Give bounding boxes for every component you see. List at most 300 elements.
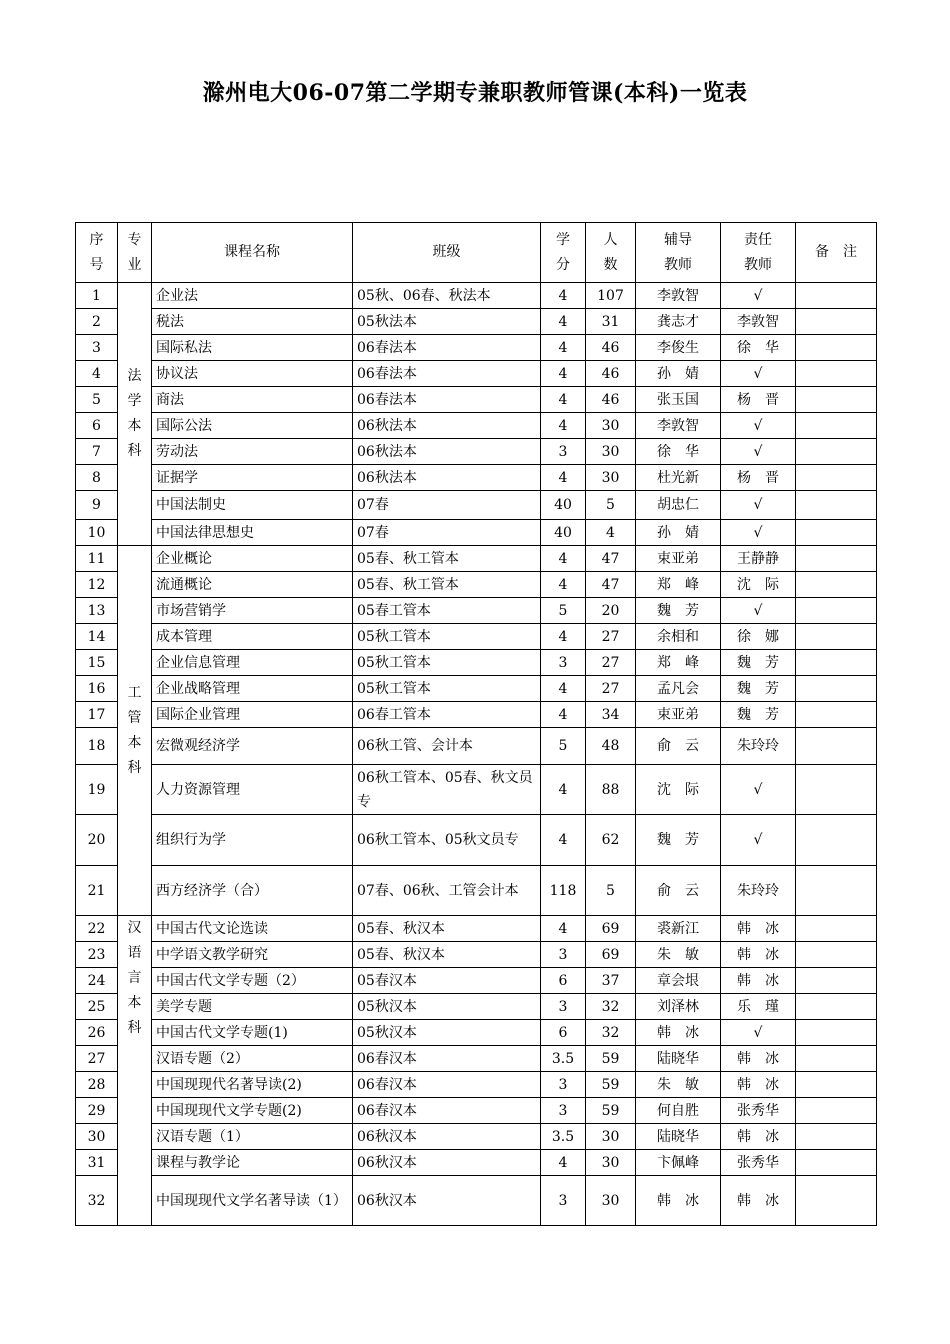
cell-responsible: √ — [721, 815, 796, 866]
cell-remark — [796, 676, 877, 702]
cell-count: 46 — [586, 335, 636, 361]
cell-count: 69 — [586, 942, 636, 968]
cell-course: 课程与教学论 — [152, 1150, 353, 1176]
cell-seq: 11 — [76, 546, 118, 572]
cell-class: 06春汉本 — [353, 1072, 541, 1098]
table-row — [76, 968, 877, 994]
cell-count: 59 — [586, 1046, 636, 1072]
cell-class: 05春、秋汉本 — [353, 942, 541, 968]
cell-credits: 3 — [541, 994, 586, 1020]
cell-count: 46 — [586, 361, 636, 387]
cell-responsible: 杨 晋 — [721, 387, 796, 413]
cell-count: 30 — [586, 1176, 636, 1226]
cell-tutor: 陆晓华 — [636, 1124, 721, 1150]
table-row — [76, 624, 877, 650]
cell-count: 30 — [586, 1150, 636, 1176]
cell-course: 中国古代文论选读 — [152, 916, 353, 942]
cell-course: 中国现现代文学名著导读（1） — [152, 1176, 353, 1226]
cell-responsible: √ — [721, 765, 796, 815]
cell-course: 组织行为学 — [152, 815, 353, 866]
cell-tutor: 魏 芳 — [636, 815, 721, 866]
table-row — [76, 572, 877, 598]
table-row — [76, 335, 877, 361]
cell-tutor: 龚志才 — [636, 309, 721, 335]
cell-credits: 4 — [541, 815, 586, 866]
cell-course: 中国法制史 — [152, 491, 353, 520]
table-row — [76, 702, 877, 728]
cell-class: 05春、秋汉本 — [353, 916, 541, 942]
cell-remark — [796, 650, 877, 676]
cell-responsible: 乐 瑾 — [721, 994, 796, 1020]
table-row — [76, 994, 877, 1020]
cell-tutor: 余相和 — [636, 624, 721, 650]
cell-tutor: 卞佩峰 — [636, 1150, 721, 1176]
cell-tutor: 束亚弟 — [636, 546, 721, 572]
table-row — [76, 942, 877, 968]
cell-course: 国际企业管理 — [152, 702, 353, 728]
cell-seq: 29 — [76, 1098, 118, 1124]
cell-count: 30 — [586, 1124, 636, 1150]
cell-remark — [796, 1020, 877, 1046]
table-row — [76, 283, 877, 309]
cell-responsible: √ — [721, 361, 796, 387]
cell-course: 人力资源管理 — [152, 765, 353, 815]
cell-seq: 10 — [76, 520, 118, 546]
cell-seq: 6 — [76, 413, 118, 439]
cell-tutor: 何自胜 — [636, 1098, 721, 1124]
table-row — [76, 309, 877, 335]
table-row — [76, 1072, 877, 1098]
cell-course: 国际公法 — [152, 413, 353, 439]
cell-remark — [796, 968, 877, 994]
cell-seq: 15 — [76, 650, 118, 676]
cell-count: 20 — [586, 598, 636, 624]
table-row — [76, 413, 877, 439]
major-label: 汉语言本科 — [127, 920, 142, 1036]
cell-responsible: 李敦智 — [721, 309, 796, 335]
cell-remark — [796, 866, 877, 916]
header-remark: 备 注 — [796, 223, 877, 283]
cell-count: 5 — [586, 866, 636, 916]
cell-course: 中学语文教学研究 — [152, 942, 353, 968]
table-body — [76, 283, 877, 1226]
cell-count: 59 — [586, 1098, 636, 1124]
cell-course: 西方经济学（合） — [152, 866, 353, 916]
cell-class: 06秋汉本 — [353, 1176, 541, 1226]
cell-remark — [796, 520, 877, 546]
cell-credits: 4 — [541, 765, 586, 815]
cell-course: 企业信息管理 — [152, 650, 353, 676]
cell-count: 34 — [586, 702, 636, 728]
cell-class: 07春、06秋、工管会计本 — [353, 866, 541, 916]
cell-class: 06秋汉本 — [353, 1124, 541, 1150]
cell-credits: 4 — [541, 676, 586, 702]
course-schedule-table — [75, 222, 877, 1226]
cell-credits: 4 — [541, 624, 586, 650]
cell-seq: 4 — [76, 361, 118, 387]
table-row — [76, 520, 877, 546]
cell-count: 27 — [586, 650, 636, 676]
header-major: 专业 — [118, 223, 152, 283]
cell-seq: 32 — [76, 1176, 118, 1226]
cell-tutor: 刘泽林 — [636, 994, 721, 1020]
cell-tutor: 张玉国 — [636, 387, 721, 413]
cell-count: 30 — [586, 439, 636, 465]
cell-remark — [796, 994, 877, 1020]
header-seq: 序号 — [76, 223, 118, 283]
cell-credits: 4 — [541, 387, 586, 413]
cell-remark — [796, 439, 877, 465]
cell-responsible: 张秀华 — [721, 1098, 796, 1124]
cell-tutor: 沈 际 — [636, 765, 721, 815]
cell-credits: 4 — [541, 309, 586, 335]
cell-tutor: 胡忠仁 — [636, 491, 721, 520]
cell-seq: 14 — [76, 624, 118, 650]
table-row — [76, 676, 877, 702]
header-class: 班级 — [353, 223, 541, 283]
cell-class: 05秋工管本 — [353, 650, 541, 676]
cell-course: 证据学 — [152, 465, 353, 491]
cell-remark — [796, 1072, 877, 1098]
cell-class: 05秋工管本 — [353, 676, 541, 702]
cell-class: 06秋法本 — [353, 465, 541, 491]
cell-remark — [796, 815, 877, 866]
cell-major — [118, 546, 152, 916]
cell-tutor: 韩 冰 — [636, 1176, 721, 1226]
cell-credits: 6 — [541, 968, 586, 994]
cell-tutor: 韩 冰 — [636, 1020, 721, 1046]
cell-credits: 4 — [541, 546, 586, 572]
cell-count: 69 — [586, 916, 636, 942]
cell-responsible: 韩 冰 — [721, 942, 796, 968]
cell-responsible: √ — [721, 439, 796, 465]
cell-count: 30 — [586, 465, 636, 491]
table-row — [76, 439, 877, 465]
cell-credits: 3 — [541, 1176, 586, 1226]
cell-credits: 40 — [541, 520, 586, 546]
cell-responsible: √ — [721, 491, 796, 520]
table-row — [76, 598, 877, 624]
cell-class: 05秋汉本 — [353, 1020, 541, 1046]
cell-tutor: 裘新江 — [636, 916, 721, 942]
cell-class: 06春法本 — [353, 335, 541, 361]
cell-course: 宏微观经济学 — [152, 728, 353, 765]
cell-credits: 3 — [541, 439, 586, 465]
cell-credits: 3 — [541, 1072, 586, 1098]
header-responsible: 责任教师 — [721, 223, 796, 283]
page-title: 滁州电大06-07第二学期专兼职教师管课(本科)一览表 — [202, 80, 748, 106]
cell-seq: 22 — [76, 916, 118, 942]
cell-seq: 25 — [76, 994, 118, 1020]
cell-responsible: 韩 冰 — [721, 1124, 796, 1150]
cell-responsible: 韩 冰 — [721, 1046, 796, 1072]
cell-course: 中国古代文学专题(1) — [152, 1020, 353, 1046]
cell-count: 27 — [586, 624, 636, 650]
cell-responsible: 韩 冰 — [721, 1072, 796, 1098]
cell-tutor: 陆晓华 — [636, 1046, 721, 1072]
table-row — [76, 546, 877, 572]
cell-seq: 20 — [76, 815, 118, 866]
cell-tutor: 李敦智 — [636, 283, 721, 309]
cell-responsible: 朱玲玲 — [721, 728, 796, 765]
cell-seq: 31 — [76, 1150, 118, 1176]
cell-seq: 3 — [76, 335, 118, 361]
cell-remark — [796, 728, 877, 765]
cell-remark — [796, 1124, 877, 1150]
cell-credits: 4 — [541, 702, 586, 728]
cell-credits: 3.5 — [541, 1124, 586, 1150]
cell-course: 汉语专题（2） — [152, 1046, 353, 1072]
cell-class: 05秋汉本 — [353, 994, 541, 1020]
cell-seq: 1 — [76, 283, 118, 309]
cell-class: 05春、秋工管本 — [353, 546, 541, 572]
cell-major — [118, 916, 152, 1226]
cell-course: 中国古代文学专题（2） — [152, 968, 353, 994]
cell-class: 05秋、06春、秋法本 — [353, 283, 541, 309]
cell-tutor: 魏 芳 — [636, 598, 721, 624]
cell-responsible: 徐 娜 — [721, 624, 796, 650]
cell-class: 05春、秋工管本 — [353, 572, 541, 598]
cell-responsible: 韩 冰 — [721, 916, 796, 942]
cell-course: 美学专题 — [152, 994, 353, 1020]
cell-credits: 4 — [541, 413, 586, 439]
cell-remark — [796, 546, 877, 572]
cell-remark — [796, 465, 877, 491]
cell-credits: 40 — [541, 491, 586, 520]
header-tutor: 辅导教师 — [636, 223, 721, 283]
cell-tutor: 孟凡会 — [636, 676, 721, 702]
cell-credits: 3 — [541, 942, 586, 968]
cell-course: 企业法 — [152, 283, 353, 309]
table-row — [76, 465, 877, 491]
cell-tutor: 李敦智 — [636, 413, 721, 439]
cell-course: 中国现现代名著导读(2) — [152, 1072, 353, 1098]
cell-responsible: 王静静 — [721, 546, 796, 572]
cell-tutor: 孙 婧 — [636, 520, 721, 546]
cell-tutor: 李俊生 — [636, 335, 721, 361]
cell-count: 62 — [586, 815, 636, 866]
cell-tutor: 束亚弟 — [636, 702, 721, 728]
cell-count: 48 — [586, 728, 636, 765]
cell-responsible: 张秀华 — [721, 1150, 796, 1176]
cell-seq: 12 — [76, 572, 118, 598]
cell-remark — [796, 572, 877, 598]
cell-class: 06春汉本 — [353, 1098, 541, 1124]
cell-remark — [796, 491, 877, 520]
cell-count: 32 — [586, 1020, 636, 1046]
cell-remark — [796, 283, 877, 309]
cell-responsible: 沈 际 — [721, 572, 796, 598]
table-row — [76, 1046, 877, 1072]
cell-seq: 28 — [76, 1072, 118, 1098]
cell-responsible: 徐 华 — [721, 335, 796, 361]
cell-credits: 4 — [541, 465, 586, 491]
header-count: 人数 — [586, 223, 636, 283]
cell-credits: 4 — [541, 916, 586, 942]
cell-class: 07春 — [353, 491, 541, 520]
cell-tutor: 朱 敏 — [636, 1072, 721, 1098]
cell-responsible: √ — [721, 598, 796, 624]
cell-seq: 9 — [76, 491, 118, 520]
cell-remark — [796, 1098, 877, 1124]
cell-course: 企业战略管理 — [152, 676, 353, 702]
cell-tutor: 朱 敏 — [636, 942, 721, 968]
cell-class: 06春法本 — [353, 387, 541, 413]
cell-responsible: 韩 冰 — [721, 1176, 796, 1226]
cell-credits: 4 — [541, 361, 586, 387]
major-label: 法学本科 — [127, 368, 142, 459]
cell-remark — [796, 1176, 877, 1226]
table-row — [76, 916, 877, 942]
cell-course: 中国法律思想史 — [152, 520, 353, 546]
cell-course: 成本管理 — [152, 624, 353, 650]
cell-count: 32 — [586, 994, 636, 1020]
cell-count: 107 — [586, 283, 636, 309]
cell-class: 05春汉本 — [353, 968, 541, 994]
cell-count: 5 — [586, 491, 636, 520]
cell-course: 中国现现代文学专题(2) — [152, 1098, 353, 1124]
major-label: 工管本科 — [127, 684, 142, 776]
cell-remark — [796, 624, 877, 650]
header-credits: 学分 — [541, 223, 586, 283]
cell-seq: 8 — [76, 465, 118, 491]
cell-credits: 6 — [541, 1020, 586, 1046]
cell-count: 59 — [586, 1072, 636, 1098]
cell-credits: 3 — [541, 1098, 586, 1124]
cell-class: 07春 — [353, 520, 541, 546]
header-row — [76, 223, 877, 283]
cell-class: 06秋法本 — [353, 413, 541, 439]
cell-class: 06秋工管、会计本 — [353, 728, 541, 765]
cell-tutor: 郑 峰 — [636, 572, 721, 598]
cell-credits: 3.5 — [541, 1046, 586, 1072]
cell-remark — [796, 1150, 877, 1176]
cell-tutor: 孙 婧 — [636, 361, 721, 387]
cell-seq: 7 — [76, 439, 118, 465]
cell-remark — [796, 702, 877, 728]
table-row — [76, 361, 877, 387]
cell-course: 税法 — [152, 309, 353, 335]
cell-responsible: 朱玲玲 — [721, 866, 796, 916]
cell-class: 06春法本 — [353, 361, 541, 387]
cell-seq: 18 — [76, 728, 118, 765]
cell-count: 27 — [586, 676, 636, 702]
cell-tutor: 徐 华 — [636, 439, 721, 465]
cell-count: 47 — [586, 546, 636, 572]
table-row — [76, 728, 877, 765]
cell-class: 05秋法本 — [353, 309, 541, 335]
cell-course: 汉语专题（1） — [152, 1124, 353, 1150]
cell-seq: 19 — [76, 765, 118, 815]
cell-tutor: 杜光新 — [636, 465, 721, 491]
cell-seq: 30 — [76, 1124, 118, 1150]
table-row — [76, 1150, 877, 1176]
cell-class: 06秋工管本、05秋文员专 — [353, 815, 541, 866]
table-row — [76, 1124, 877, 1150]
cell-credits: 4 — [541, 283, 586, 309]
cell-credits: 118 — [541, 866, 586, 916]
cell-major — [118, 283, 152, 546]
cell-course: 国际私法 — [152, 335, 353, 361]
cell-seq: 16 — [76, 676, 118, 702]
cell-remark — [796, 1046, 877, 1072]
cell-responsible: √ — [721, 520, 796, 546]
cell-seq: 2 — [76, 309, 118, 335]
cell-responsible: √ — [721, 413, 796, 439]
cell-remark — [796, 765, 877, 815]
table-row — [76, 650, 877, 676]
cell-responsible: √ — [721, 283, 796, 309]
cell-course: 市场营销学 — [152, 598, 353, 624]
cell-course: 企业概论 — [152, 546, 353, 572]
cell-seq: 27 — [76, 1046, 118, 1072]
cell-seq: 5 — [76, 387, 118, 413]
cell-class: 05秋工管本 — [353, 624, 541, 650]
cell-count: 47 — [586, 572, 636, 598]
cell-responsible: √ — [721, 1020, 796, 1046]
cell-credits: 3 — [541, 650, 586, 676]
cell-seq: 26 — [76, 1020, 118, 1046]
cell-course: 商法 — [152, 387, 353, 413]
cell-credits: 4 — [541, 572, 586, 598]
cell-class: 06春工管本 — [353, 702, 541, 728]
cell-remark — [796, 361, 877, 387]
cell-tutor: 俞 云 — [636, 728, 721, 765]
cell-responsible: 魏 芳 — [721, 650, 796, 676]
cell-course: 协议法 — [152, 361, 353, 387]
cell-count: 46 — [586, 387, 636, 413]
cell-seq: 17 — [76, 702, 118, 728]
cell-seq: 24 — [76, 968, 118, 994]
cell-remark — [796, 942, 877, 968]
cell-count: 37 — [586, 968, 636, 994]
table-row — [76, 1176, 877, 1226]
cell-class: 06春汉本 — [353, 1046, 541, 1072]
table-row — [76, 387, 877, 413]
cell-course: 流通概论 — [152, 572, 353, 598]
cell-remark — [796, 598, 877, 624]
cell-remark — [796, 309, 877, 335]
table-row — [76, 491, 877, 520]
cell-remark — [796, 916, 877, 942]
cell-responsible: 魏 芳 — [721, 676, 796, 702]
cell-class: 06秋法本 — [353, 439, 541, 465]
cell-credits: 5 — [541, 598, 586, 624]
cell-credits: 5 — [541, 728, 586, 765]
cell-tutor: 俞 云 — [636, 866, 721, 916]
cell-remark — [796, 335, 877, 361]
cell-seq: 21 — [76, 866, 118, 916]
table-row — [76, 1098, 877, 1124]
table-row — [76, 815, 877, 866]
cell-responsible: 魏 芳 — [721, 702, 796, 728]
cell-class: 05春工管本 — [353, 598, 541, 624]
cell-tutor: 章会垠 — [636, 968, 721, 994]
cell-course: 劳动法 — [152, 439, 353, 465]
cell-count: 30 — [586, 413, 636, 439]
cell-credits: 4 — [541, 335, 586, 361]
cell-responsible: 杨 晋 — [721, 465, 796, 491]
cell-responsible: 韩 冰 — [721, 968, 796, 994]
table-row — [76, 1020, 877, 1046]
cell-class: 06秋工管本、05春、秋文员专 — [353, 765, 541, 815]
cell-tutor: 郑 峰 — [636, 650, 721, 676]
table-row — [76, 866, 877, 916]
cell-remark — [796, 413, 877, 439]
cell-count: 88 — [586, 765, 636, 815]
table-row — [76, 765, 877, 815]
cell-count: 31 — [586, 309, 636, 335]
